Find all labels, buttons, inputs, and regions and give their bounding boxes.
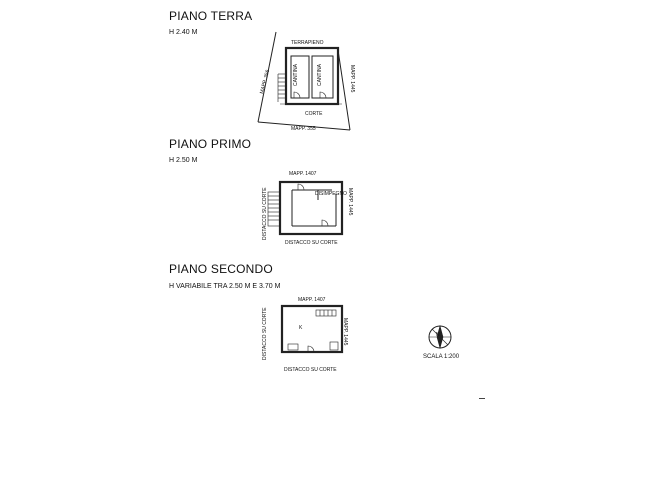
ground-label-top: TERRAPIENO — [291, 40, 324, 46]
ground-label-bottom2: MAPP. 355 — [291, 126, 316, 132]
floor-title-second: PIANO SECONDO — [169, 262, 273, 276]
second-label-right: MAPP. 1445 — [342, 318, 348, 346]
second-label-bottom: DISTACCO SU CORTE — [284, 367, 337, 373]
second-label-top: MAPP. 1407 — [298, 297, 326, 303]
floor-height-ground: H 2.40 M — [169, 29, 198, 36]
north-arrow-icon — [425, 322, 455, 352]
ground-label-right: MAPP. 1445 — [349, 65, 355, 93]
floor-title-first: PIANO PRIMO — [169, 137, 252, 151]
first-label-top: MAPP. 1407 — [289, 171, 317, 177]
ground-label-left: MAPP. 356 — [259, 69, 272, 95]
first-label-left: DISTACCO SU CORTE — [262, 187, 268, 240]
second-label-left: DISTACCO SU CORTE — [262, 307, 268, 360]
second-label-room: K — [299, 325, 303, 331]
page-mark — [479, 398, 485, 399]
floor-height-first: H 2.50 M — [169, 157, 198, 164]
ground-label-room-right: CANTINA — [317, 64, 323, 86]
first-label-right: MAPP. 1445 — [347, 188, 353, 216]
first-label-room: DISIMPEGNO — [315, 191, 347, 197]
floor-height-second: H VARIABILE TRA 2.50 M E 3.70 M — [169, 283, 281, 290]
floor-title-ground: PIANO TERRA — [169, 9, 253, 23]
scale-label: SCALA 1:200 — [423, 354, 460, 360]
ground-label-room-left: CANTINA — [293, 64, 299, 86]
first-label-bottom: DISTACCO SU CORTE — [285, 240, 338, 246]
ground-label-bottom: CORTE — [305, 111, 323, 117]
north-label: N — [436, 332, 440, 338]
